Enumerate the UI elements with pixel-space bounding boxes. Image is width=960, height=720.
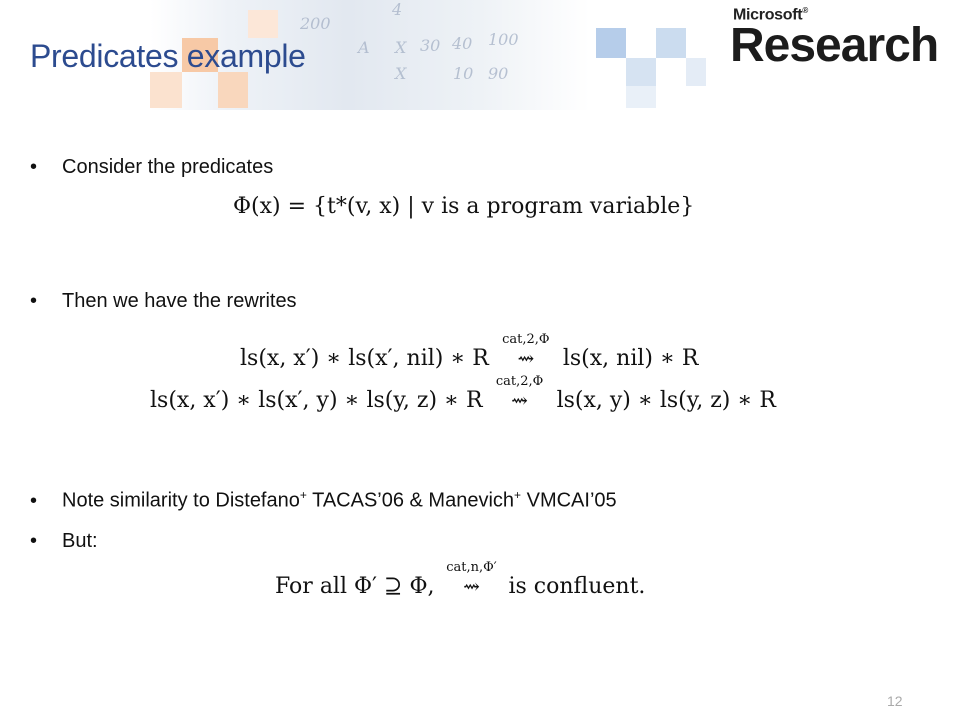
- scribble: 90: [488, 64, 509, 83]
- rewrite-rhs: ls(x, y) ∗ ls(y, z) ∗ R: [556, 388, 776, 413]
- decor-tile: [626, 58, 656, 86]
- bullet-item: [30, 488, 617, 513]
- slide-title: Predicates example: [30, 38, 306, 74]
- bullet-dot: •: [30, 156, 38, 178]
- rewrite-arrow: cat,2,Φ ⇝: [490, 388, 550, 413]
- rewrite-rule-1: [240, 332, 699, 371]
- decor-tile: [656, 28, 686, 58]
- bullet-item: [30, 530, 98, 553]
- bullet-text: But:: [62, 530, 98, 552]
- decor-tile: [596, 28, 626, 58]
- scribble: X: [395, 38, 407, 57]
- decor-tile: [218, 72, 248, 108]
- rewrite-arrow: cat,n,Φ′ ⇝: [441, 574, 501, 599]
- rewrite-rhs: ls(x, nil) ∗ R: [562, 346, 699, 371]
- rewrite-rule-2: [150, 374, 776, 413]
- bullet-text: Then we have the rewrites: [62, 290, 297, 312]
- confluence-formula: [275, 560, 646, 599]
- research-logo-text: Research: [730, 19, 939, 72]
- rewrite-lhs: ls(x, x′) ∗ ls(x′, y) ∗ ls(y, z) ∗ R: [150, 388, 483, 413]
- bullet-item: [30, 156, 273, 179]
- scribble: 10: [453, 64, 474, 83]
- scribble: X: [395, 64, 407, 83]
- page-number: 12: [887, 693, 903, 709]
- rewrite-label: cat,2,Φ: [495, 374, 544, 389]
- bullet-dot: •: [30, 290, 38, 312]
- microsoft-logo-text: Microsoft®: [733, 6, 808, 24]
- rewrite-arrow: cat,2,Φ ⇝: [496, 346, 556, 371]
- bullet-dot: •: [30, 489, 38, 512]
- rewrite-label: cat,n,Φ′: [446, 560, 497, 575]
- bullet-dot: •: [30, 530, 38, 552]
- slide-header: [0, 0, 960, 110]
- bullet-text: Consider the predicates: [62, 156, 274, 178]
- scribble: A: [358, 38, 370, 57]
- rewrite-label: cat,2,Φ: [502, 332, 550, 347]
- decor-tile: [626, 86, 656, 108]
- confluence-prefix: For all Φ′ ⊇ Φ,: [275, 574, 435, 599]
- scribble: 4: [392, 0, 403, 19]
- predicate-formula: Φ(x) = {t*(v, x) | v is a program variable}: [233, 194, 695, 219]
- confluence-suffix: is confluent.: [508, 574, 646, 599]
- scribble: 100: [488, 30, 519, 49]
- decor-tile: [686, 58, 706, 86]
- bullet-text: Note similarity to Distefano+ TACAS’06 & Manevich+ VMCAI’05: [62, 488, 617, 512]
- scribble: 200: [300, 14, 331, 33]
- scribble: 30: [420, 36, 441, 55]
- decor-tile: [150, 72, 182, 108]
- bullet-item: [30, 290, 297, 313]
- rewrite-lhs: ls(x, x′) ∗ ls(x′, nil) ∗ R: [240, 346, 489, 371]
- scribble: 40: [452, 34, 473, 53]
- decor-tile: [248, 10, 278, 38]
